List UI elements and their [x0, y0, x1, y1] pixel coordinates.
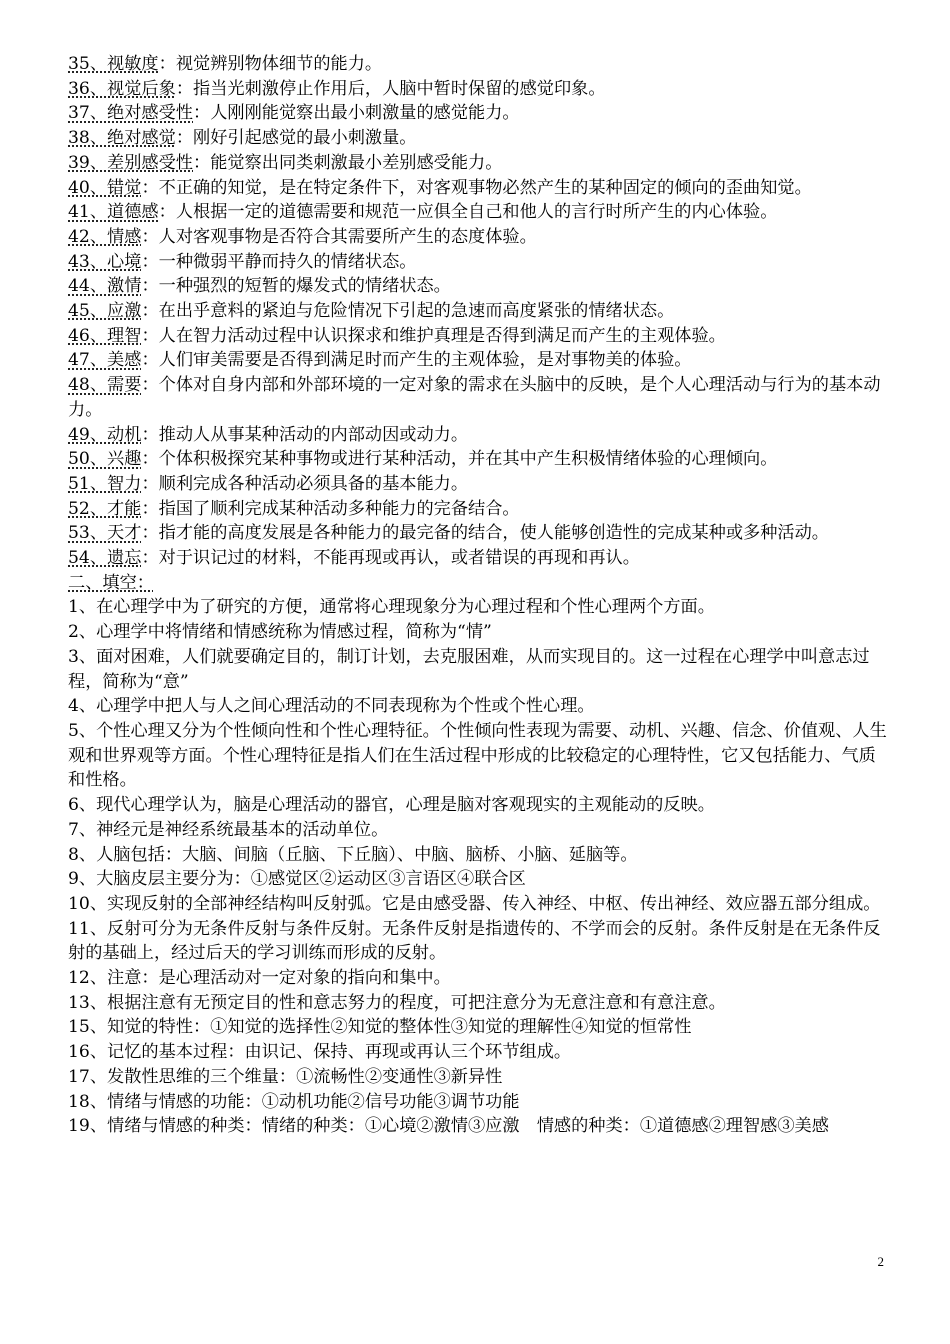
fill-item: 7、神经元是神经系统最基本的活动单位。 — [68, 819, 389, 840]
definition-text: ：个体对自身内部和外部环境的一定对象的需求在头脑中的反映，是个人心理活动与行为的基本动力。 — [68, 375, 881, 420]
definition-text: ：顺利完成各种活动必须具备的基本能力。 — [141, 473, 469, 494]
definition-text: ：视觉辨别物体细节的能力。 — [158, 54, 383, 74]
document-page — [68, 52, 890, 1139]
definition-text: ：一种微弱平静而持久的情绪状态。 — [141, 251, 417, 272]
definition-item — [68, 274, 890, 299]
definition-term: 40、错觉 — [68, 177, 142, 198]
definition-item — [68, 250, 890, 275]
definition-text: ：个体积极探究某种事物或进行某种活动，并在其中产生积极情绪体验的心理倾向。 — [141, 449, 778, 470]
fill-item: 6、现代心理学认为，脑是心理活动的器官，心理是脑对客观现实的主观能动的反映。 — [68, 795, 715, 816]
fill-item: 8、人脑包括：大脑、间脑（丘脑、下丘脑）、中脑、脑桥、小脑、延脑等。 — [68, 844, 638, 865]
definition-text: ：人对客观事物是否符合其需要所产生的态度体验。 — [141, 226, 537, 247]
definition-term: 39、差别感受性 — [68, 152, 193, 173]
definition-item — [68, 546, 890, 571]
definition-text: ：不正确的知觉，是在特定条件下，对客观事物必然产生的某种固定的倾向的歪曲知觉。 — [141, 177, 812, 198]
definition-text: ：人在智力活动过程中认识探求和维护真理是否得到满足而产生的主观体验。 — [141, 325, 726, 346]
definition-text: ：对于识记过的材料，不能再现或再认，或者错误的再现和再认。 — [141, 548, 640, 569]
definition-item — [68, 447, 890, 472]
definition-term: 42、情感 — [68, 226, 142, 247]
definition-term: 36、视觉后象 — [68, 78, 176, 99]
definition-term: 41、道德感 — [68, 202, 159, 223]
fill-item: 13、根据注意有无预定目的性和意志努力的程度，可把注意分为无意注意和有意注意。 — [68, 992, 726, 1013]
fill-item: 5、个性心理又分为个性倾向性和个性心理特征。个性倾向性表现为需要、动机、兴趣、信念、价值观、人生观和世界观等方面。个性心理特征是指人们在生活过程中形成的比较稳定的心理特性，它又包括能力、气质和性格。 — [68, 720, 887, 791]
definition-item — [68, 151, 890, 176]
definition-term: 46、理智 — [68, 325, 142, 346]
definition-item — [68, 423, 890, 448]
definition-text: ：在出乎意料的紧迫与危险情况下引起的急速而高度紧张的情绪状态。 — [141, 301, 675, 322]
definition-text: ：刚好引起感觉的最小刺激量。 — [175, 128, 417, 149]
fill-item: 18、情绪与情感的功能：①动机功能②信号功能③调节功能 — [68, 1091, 520, 1112]
fill-item: 19、情绪与情感的种类：情绪的种类：①心境②激情③应激 情感的种类：①道德感②理智感③美感 — [68, 1116, 829, 1137]
definition-item — [68, 299, 890, 324]
definition-item — [68, 521, 890, 546]
fill-item: 2、心理学中将情绪和情感统称为情感过程，简称为“情” — [68, 622, 492, 643]
definition-term: 51、智力 — [68, 473, 142, 494]
fill-item: 12、注意：是心理活动对一定对象的指向和集中。 — [68, 968, 451, 989]
fill-item: 4、心理学中把人与人之间心理活动的不同表现称为个性或个性心理。 — [68, 696, 595, 717]
definition-term: 50、兴趣 — [68, 449, 142, 470]
definitions-list — [68, 52, 890, 571]
fill-item: 17、发散性思维的三个维量：①流畅性②变通性③新异性 — [68, 1066, 503, 1087]
definition-text: ：能觉察出同类刺激最小差别感受能力。 — [193, 152, 503, 173]
section-heading — [68, 571, 890, 596]
definition-text: ：人们审美需要是否得到满足时而产生的主观体验，是对事物美的体验。 — [141, 350, 692, 371]
definition-item — [68, 472, 890, 497]
definition-text: ：指国了顺利完成某种活动多种能力的完备结合。 — [141, 498, 520, 519]
definition-term: 37、绝对感受性 — [68, 103, 193, 124]
definition-item — [68, 77, 890, 102]
definition-text: ：推动人从事某种活动的内部动因或动力。 — [141, 424, 469, 445]
definition-term: 54、遗忘 — [68, 548, 142, 569]
fill-item: 9、大脑皮层主要分为：①感觉区②运动区③言语区④联合区 — [68, 869, 526, 890]
fill-in-list — [68, 595, 890, 1138]
definition-text: ：一种强烈的短暂的爆发式的情绪状态。 — [141, 276, 451, 297]
fill-item: 1、在心理学中为了研究的方便，通常将心理现象分为心理过程和个性心理两个方面。 — [68, 597, 715, 618]
definition-text: ：人刚刚能觉察出最小刺激量的感觉能力。 — [193, 103, 520, 124]
fill-item: 10、实现反射的全部神经结构叫反射弧。它是由感受器、传入神经、中枢、传出神经、效应器五部分组成。 — [68, 893, 881, 914]
definition-item — [68, 373, 890, 422]
fill-item: 16、记忆的基本过程：由识记、保持、再现或再认三个环节组成。 — [68, 1042, 572, 1063]
definition-term: 47、美感 — [68, 350, 142, 371]
definition-text: ：指才能的高度发展是各种能力的最完备的结合，使人能够创造性的完成某种或多种活动。 — [141, 523, 829, 544]
definition-term: 53、天才 — [68, 523, 142, 544]
definition-term: 49、动机 — [68, 424, 142, 445]
definition-item — [68, 176, 890, 201]
fill-item: 15、知觉的特性：①知觉的选择性②知觉的整体性③知觉的理解性④知觉的恒常性 — [68, 1017, 692, 1038]
definition-item — [68, 126, 890, 151]
definition-term: 52、才能 — [68, 498, 142, 519]
definition-text: ：人根据一定的道德需要和规范一应俱全自己和他人的言行时所产生的内心体验。 — [158, 202, 778, 223]
fill-item: 11、反射可分为无条件反射与条件反射。无条件反射是指遗传的、不学而会的反射。条件反射是在无条件反射的基础上，经过后天的学习训练而形成的反射。 — [68, 918, 881, 964]
definition-item — [68, 324, 890, 349]
definition-text: ：指当光刺激停止作用后，人脑中暂时保留的感觉印象。 — [175, 78, 606, 99]
definition-item — [68, 225, 890, 250]
definition-term: 45、应激 — [68, 301, 142, 322]
section-heading-text: 二、填空： — [68, 572, 154, 593]
definition-item — [68, 101, 890, 126]
definition-term: 48、需要 — [68, 375, 142, 396]
definition-term: 44、激情 — [68, 276, 142, 297]
fill-item: 3、面对困难，人们就要确定目的，制订计划，去克服困难，从而实现目的。这一过程在心理学中叫意志过程，简称为“意” — [68, 646, 870, 692]
definition-item — [68, 200, 890, 225]
definition-term: 43、心境 — [68, 251, 142, 272]
page-number: 2 — [877, 1254, 884, 1269]
definition-item — [68, 497, 890, 522]
definition-item — [68, 52, 890, 77]
definition-term: 35、视敏度 — [68, 54, 159, 74]
definition-term: 38、绝对感觉 — [68, 128, 176, 149]
definition-item — [68, 348, 890, 373]
